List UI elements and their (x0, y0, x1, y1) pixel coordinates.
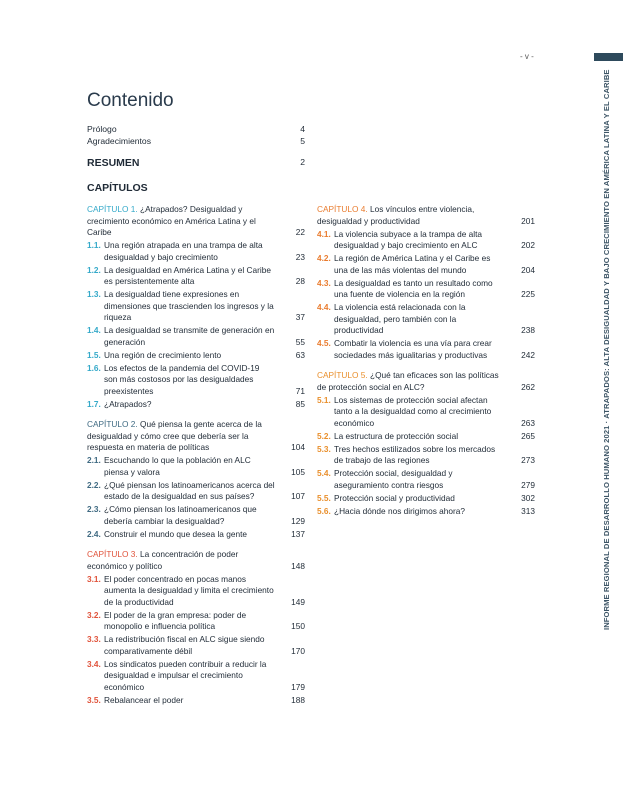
toc-page: 85 (295, 398, 305, 409)
side-tab-marker (594, 53, 623, 61)
toc-page: 238 (521, 325, 535, 335)
section-title: La estructura de protección social (334, 430, 459, 441)
toc-front-prologo[interactable] (87, 124, 305, 134)
page-number: - v - (520, 52, 534, 61)
toc-page: 104 (291, 442, 305, 452)
toc-page: 4 (300, 124, 305, 134)
section-title: Combatir la violencia es una vía para crear sociedades más igualitarias y productivas (334, 338, 492, 360)
section-number: 3.5. (87, 694, 101, 705)
chapter-4 (317, 204, 535, 361)
section-title: ¿Cómo piensan los latinoamericanos que debería cambiar la desigualdad? (104, 504, 257, 526)
chapter-label: CAPÍTULO 5. (317, 370, 368, 380)
section-entry[interactable] (317, 444, 535, 467)
section-entry[interactable] (317, 338, 535, 361)
section-number: 1.6. (87, 362, 101, 373)
section-entry[interactable] (317, 278, 535, 301)
page-title: Contenido (87, 90, 174, 111)
section-entry[interactable] (87, 659, 305, 694)
section-title: Protección social, desigualdad y aseguramiento contra riesgos (334, 468, 453, 490)
section-number: 5.3. (317, 443, 331, 454)
toc-page: 137 (291, 528, 305, 539)
chapter-title: ¿Qué tan eficaces son las políticas de protección social en ALC? (317, 370, 499, 392)
section-entry[interactable] (87, 480, 305, 503)
section-number: 1.3. (87, 289, 101, 299)
section-number: 2.3. (87, 504, 101, 514)
toc-page: 273 (521, 455, 535, 465)
toc-page: 204 (521, 264, 535, 275)
section-entry[interactable] (317, 395, 535, 430)
section-title: Los sindicatos pueden contribuir a reducir la desigualdad e impulsar el crecimiento económico (104, 658, 267, 692)
chapter-title: La concentración de poder económico y político (87, 549, 239, 571)
section-number: 4.4. (317, 302, 331, 312)
section-title: La desigualdad se transmite de generación en generación (104, 325, 275, 347)
toc-page: 279 (521, 479, 535, 490)
chapter-title: ¿Atrapados? Desigualdad y crecimiento económico en América Latina y el Caribe (87, 204, 256, 237)
section-title: Los efectos de la pandemia del COVID-19 son más costosos por las desigualdades preexistentes (104, 362, 260, 396)
section-title: Protección social y productividad (334, 492, 455, 503)
section-title: ¿Qué piensan los latinoamericanos acerca del estado de la desigualdad en sus países? (104, 479, 275, 501)
toc-page: 149 (291, 596, 305, 607)
section-title: Una región de crecimiento lento (104, 349, 222, 360)
section-entry[interactable] (317, 229, 535, 252)
section-title: ¿Atrapados? (104, 398, 152, 409)
toc-page: 5 (300, 136, 305, 146)
toc-page: 262 (521, 381, 535, 392)
section-number: 4.3. (317, 277, 331, 288)
section-number: 5.1. (317, 394, 331, 405)
toc-page: 170 (291, 645, 305, 656)
section-title: Construir el mundo que desea la gente (104, 528, 247, 539)
toc-front-agradecimientos[interactable] (87, 136, 305, 146)
section-number: 1.4. (87, 325, 101, 335)
section-number: 5.4. (317, 468, 331, 478)
section-title: Una región atrapada en una trampa de alta desigualdad y bajo crecimiento (104, 240, 263, 262)
section-number: 1.5. (87, 349, 101, 360)
toc-label: Prólogo (87, 124, 117, 134)
chapter-label: CAPÍTULO 4. (317, 204, 368, 214)
section-entry[interactable] (87, 363, 305, 398)
section-entry[interactable] (317, 468, 535, 491)
section-number: 4.5. (317, 338, 331, 348)
section-number: 4.2. (317, 253, 331, 263)
toc-page: 105 (291, 466, 305, 477)
capitulos-heading: CAPÍTULOS (87, 182, 148, 194)
section-entry[interactable] (87, 574, 305, 609)
toc-page: 188 (291, 694, 305, 705)
section-number: 1.1. (87, 240, 101, 250)
section-entry[interactable] (317, 506, 535, 518)
section-number: 5.2. (317, 430, 331, 441)
toc-page: 263 (521, 417, 535, 428)
section-title: La región de América Latina y el Caribe es una de las más violentas del mundo (334, 253, 491, 275)
section-title: La redistribución fiscal en ALC sigue siendo comparativamente débil (104, 634, 265, 656)
section-entry[interactable] (87, 289, 305, 324)
section-entry[interactable] (87, 399, 305, 411)
chapter-5 (317, 370, 535, 517)
section-number: 1.7. (87, 398, 101, 409)
section-number: 2.4. (87, 528, 101, 539)
section-number: 1.2. (87, 264, 101, 275)
section-title: La desigualdad tiene expresiones en dimensiones que trascienden los ingresos y la riqueza (104, 289, 274, 322)
chapter-label: CAPÍTULO 1. (87, 204, 138, 214)
chapter-label: CAPÍTULO 3. (87, 549, 138, 559)
chapter-title-entry[interactable] (87, 549, 305, 572)
chapter-3 (87, 549, 305, 706)
section-entry[interactable] (317, 431, 535, 443)
chapter-label: CAPÍTULO 2. (87, 419, 138, 429)
section-entry[interactable] (87, 634, 305, 657)
section-entry[interactable] (87, 529, 305, 541)
toc-page: 2 (300, 157, 305, 167)
toc-column-right (317, 204, 535, 526)
section-number: 2.2. (87, 479, 101, 490)
toc-page: 148 (291, 560, 305, 571)
section-title: La violencia subyace a la trampa de alta desigualdad y bajo crecimiento en ALC (334, 228, 483, 250)
section-entry[interactable] (317, 493, 535, 505)
side-running-title: INFORME REGIONAL DE DESARROLLO HUMANO 2021 · ATRAPADOS: ALTA DESIGUALDAD Y BAJO CRECIMIENTO EN AMÉRICA LATINA Y EL CARIBE (602, 69, 611, 630)
toc-page: 129 (291, 515, 305, 526)
section-title: El poder concentrado en pocas manos aumenta la desigualdad y limita el crecimiento de la productividad (104, 573, 274, 607)
toc-page: 179 (291, 681, 305, 692)
section-entry[interactable] (87, 240, 305, 263)
toc-page: 23 (295, 251, 305, 262)
section-entry[interactable] (317, 302, 535, 337)
chapter-title-entry[interactable] (87, 204, 305, 239)
toc-label: RESUMEN (87, 157, 140, 169)
section-number: 4.1. (317, 228, 331, 239)
toc-page: 107 (291, 491, 305, 501)
section-title: El poder de la gran empresa: poder de monopolio e influencia política (104, 609, 247, 631)
section-number: 2.1. (87, 455, 101, 465)
section-number: 3.2. (87, 609, 101, 620)
section-entry[interactable] (87, 610, 305, 633)
section-title: Tres hechos estilizados sobre los mercados de trabajo de las regiones (334, 443, 496, 465)
chapter-title-entry[interactable] (87, 419, 305, 454)
toc-resumen[interactable] (87, 157, 305, 169)
section-entry[interactable] (87, 455, 305, 478)
section-number: 5.5. (317, 492, 331, 503)
section-title: Rebalancear el poder (104, 694, 184, 705)
section-entry[interactable] (87, 350, 305, 362)
section-number: 3.3. (87, 634, 101, 644)
toc-page: 22 (295, 227, 305, 237)
section-title: Los sistemas de protección social afectan tanto a la desigualdad como al crecimiento económico (334, 394, 492, 428)
chapter-title-entry[interactable] (317, 204, 535, 227)
section-number: 5.6. (317, 505, 331, 516)
toc-page: 37 (295, 312, 305, 322)
toc-page: 265 (521, 430, 535, 441)
section-title: Escuchando lo que la población en ALC piensa y valora (104, 455, 251, 477)
section-entry[interactable] (87, 695, 305, 707)
toc-page: 313 (521, 505, 535, 516)
section-entry[interactable] (87, 504, 305, 527)
toc-page: 55 (295, 336, 305, 347)
section-title: La violencia está relacionada con la desigualdad, pero también con la productividad (334, 302, 466, 335)
chapter-title: Los vínculos entre violencia, desigualdad y productividad (317, 204, 475, 226)
toc-page: 71 (295, 385, 305, 396)
section-title: ¿Hacia dónde nos dirigimos ahora? (334, 505, 465, 516)
toc-page: 63 (295, 349, 305, 360)
section-entry[interactable] (87, 325, 305, 348)
section-number: 3.1. (87, 573, 101, 584)
section-entry[interactable] (317, 253, 535, 276)
toc-label: Agradecimientos (87, 136, 152, 146)
toc-column-left (87, 204, 305, 715)
chapter-title-entry[interactable] (317, 370, 535, 393)
section-title: La desigualdad es tanto un resultado como una fuente de violencia en la región (334, 277, 493, 299)
chapter-title: Qué piensa la gente acerca de la desigualdad y cómo cree que debería ser la respuesta en materia de políticas (87, 419, 262, 452)
chapter-2 (87, 419, 305, 540)
section-number: 3.4. (87, 658, 101, 669)
toc-page: 302 (521, 492, 535, 503)
toc-page: 242 (521, 349, 535, 360)
toc-page: 225 (521, 289, 535, 299)
toc-page: 28 (295, 276, 305, 286)
toc-page: 201 (521, 215, 535, 226)
toc-page: 202 (521, 240, 535, 250)
section-entry[interactable] (87, 265, 305, 288)
section-title: La desigualdad en América Latina y el Caribe es persistentemente alta (104, 264, 271, 286)
toc-page: 150 (291, 621, 305, 631)
chapter-1 (87, 204, 305, 410)
